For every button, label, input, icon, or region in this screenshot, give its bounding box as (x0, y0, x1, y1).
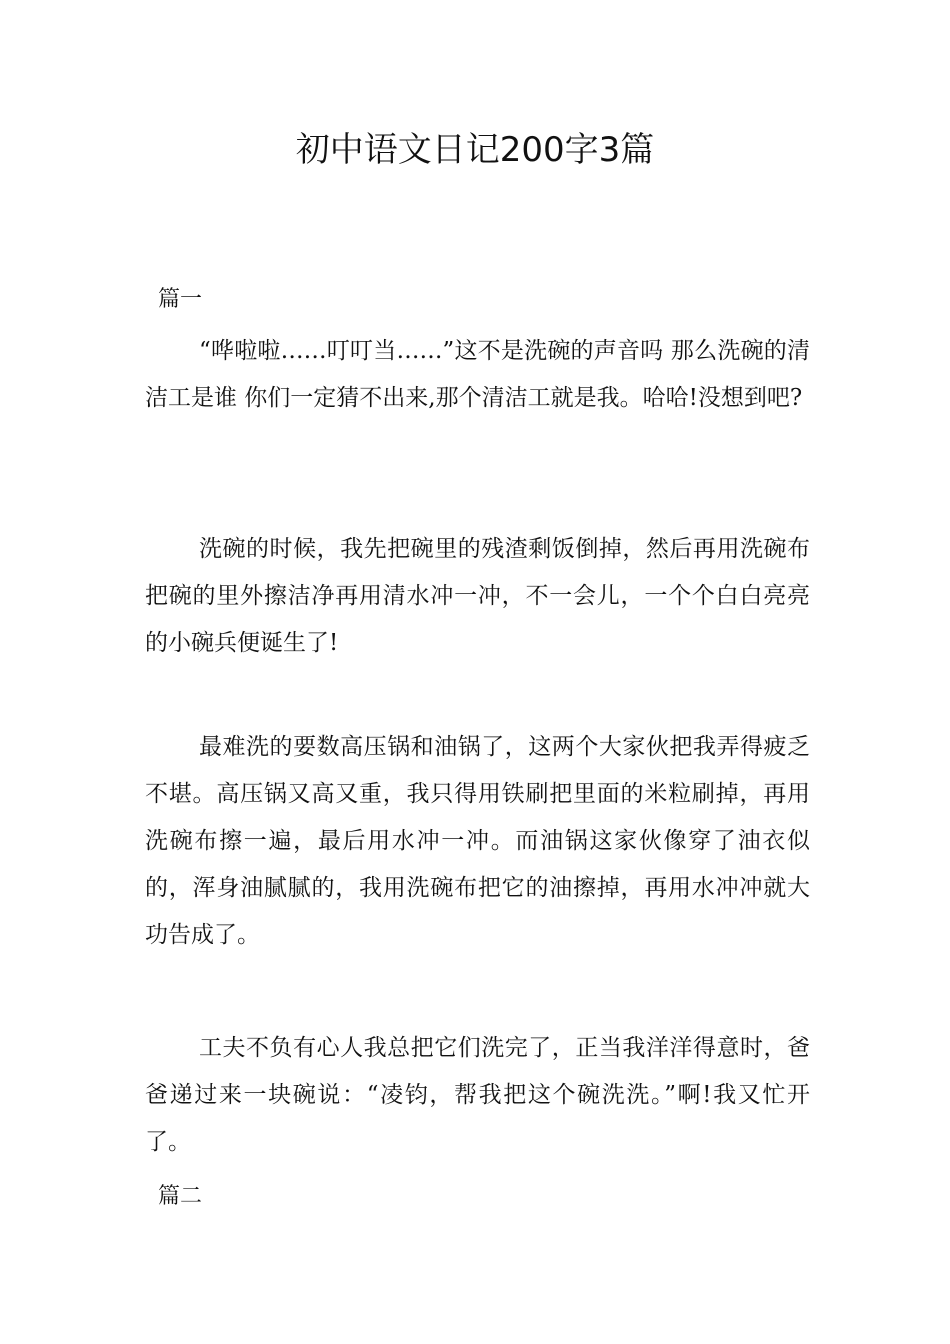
paragraph-2: 洗碗的时候，我先把碗里的残渣剩饭倒掉，然后再用洗碗布把碗的里外擦洁净再用清水冲一冲，不一会儿，一个个白白亮亮的小碗兵便诞生了! (145, 536, 810, 656)
document-title: 初中语文日记200字3篇 (295, 130, 655, 170)
paragraph-1: “哗啦啦……叮叮当……”这不是洗碗的声音吗 那么洗碗的清洁工是谁 你们一定猜不出来,那个清洁工就是我。哈哈!没想到吧? (145, 338, 810, 411)
paragraph-4: 工夫不负有心人我总把它们洗完了，正当我洋洋得意时，爸爸递过来一块碗说：“凌钧，帮我把这个碗洗洗。”啊!我又忙开了。 (145, 1035, 810, 1155)
section-heading-1: 篇一 (158, 287, 203, 312)
section-heading-2: 篇二 (158, 1184, 203, 1209)
paragraph-3: 最难洗的要数高压锅和油锅了，这两个大家伙把我弄得疲乏不堪。高压锅又高又重，我只得用铁刷把里面的米粒刷掉，再用洗碗布擦一遍，最后用水冲一冲。而油锅这家伙像穿了油衣似的，浑身油腻腻的，我用洗碗布把它的油擦掉，再用水冲冲就大功告成了。 (145, 734, 810, 948)
